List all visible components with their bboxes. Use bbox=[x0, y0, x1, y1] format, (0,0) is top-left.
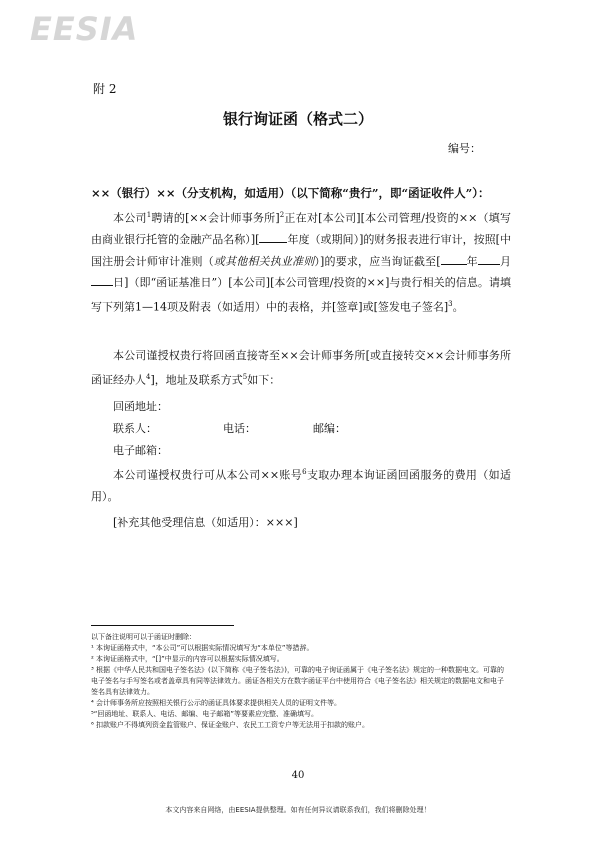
paragraph-4: [补充其他受理信息（如适用）：×××] bbox=[113, 516, 298, 529]
footnote-3: ³ 根据《中华人民共和国电子签名法》(以下简称《电子签名法》)，可靠的电子询证函属于《电子签名法》规定的一种数据电文。可靠的电子签名与手写签名或者盖章具有同等法律效力。函证各相关方在数字函证平台中使用符合《电子签名法》相关规定的数据电文和电子签名具有法律效力。 bbox=[91, 666, 504, 696]
footnote-5: ⁵“回函地址、联系人、电话、邮编、电子邮箱”等要素应完整、准确填写。 bbox=[91, 710, 319, 718]
cutoff-day-blank bbox=[91, 273, 113, 286]
notes-divider bbox=[91, 625, 234, 626]
addressee-line: ××（银行）××（分支机构，如适用）（以下简称“贵行”，即“函证收件人”）： bbox=[91, 186, 490, 200]
email-label: 电子邮箱： bbox=[113, 444, 168, 457]
phone-label: 电话： bbox=[223, 422, 256, 435]
footer-disclaimer: 本文内容来自网络，由EESIA提供整理。如有任何异议请联系我们，我们将删除处理！ bbox=[165, 806, 431, 814]
paragraph-2: 本公司谨授权贵行将回函直接寄至××会计师事务所[或直接转交××会计师事务所函证经办人$^4$]，地址及联系方式$^5$如下： bbox=[91, 349, 512, 387]
footnote-4: ⁴ 会计师事务所应按照相关银行公示的函证具体要求提供相关人员的证明文件等。 bbox=[91, 699, 342, 707]
postcode-label: 邮编： bbox=[313, 422, 346, 435]
appendix-label: 附 2 bbox=[93, 82, 117, 96]
paragraph-3: 本公司谨授权贵行可从本公司××账号$^6$支取办理本询证函回函服务的费用（如适用）。 bbox=[91, 468, 511, 504]
number-label: 编号： bbox=[448, 142, 481, 155]
footnotes bbox=[91, 632, 509, 731]
contact-label: 联系人： bbox=[113, 422, 157, 435]
reply-address-label: 回函地址： bbox=[113, 400, 168, 413]
paragraph-1: 本公司$^1$聘请的[××会计师事务所]$^2$正在对[本公司][本公司管理/投资的××（填写由商业银行托管的金融产品名称）][ 年度（或期间）]的财务报表进行审计，按照[中国注册会计师审计准则（或其他相关执业准则）]的要求，应当询证截至[ 年 月日]（即“函证基准日”）[本公司][本公司管理/投资的××]与贵行相关的信息。请填写下列第1—14项及附表（如适用）中的表格，并[签章]或[签发电子签名]$^3$。 bbox=[91, 211, 512, 314]
footnote-2: ² 本询证函格式中，“[]”中显示的内容可以根据实际情况填写。 bbox=[91, 655, 284, 663]
eesia-logo: EESIA bbox=[30, 10, 139, 48]
footnote-intro: 以下备注说明可以于函证时删除： bbox=[91, 633, 196, 641]
footnote-6: ⁶ 扣款账户不得填列资金监管账户、保证金账户、农民工工资专户等无法用于扣款的账户。 bbox=[91, 721, 370, 729]
year-blank bbox=[259, 230, 287, 243]
cutoff-year-blank bbox=[441, 252, 467, 265]
page-number: 40 bbox=[291, 770, 305, 781]
cutoff-month-blank bbox=[478, 252, 500, 265]
footnote-1: ¹ 本询证函格式中，“本公司”可以根据实际情况填写为“本单位”等措辞。 bbox=[91, 644, 314, 652]
page-title: 银行询证函（格式二） bbox=[222, 110, 373, 128]
